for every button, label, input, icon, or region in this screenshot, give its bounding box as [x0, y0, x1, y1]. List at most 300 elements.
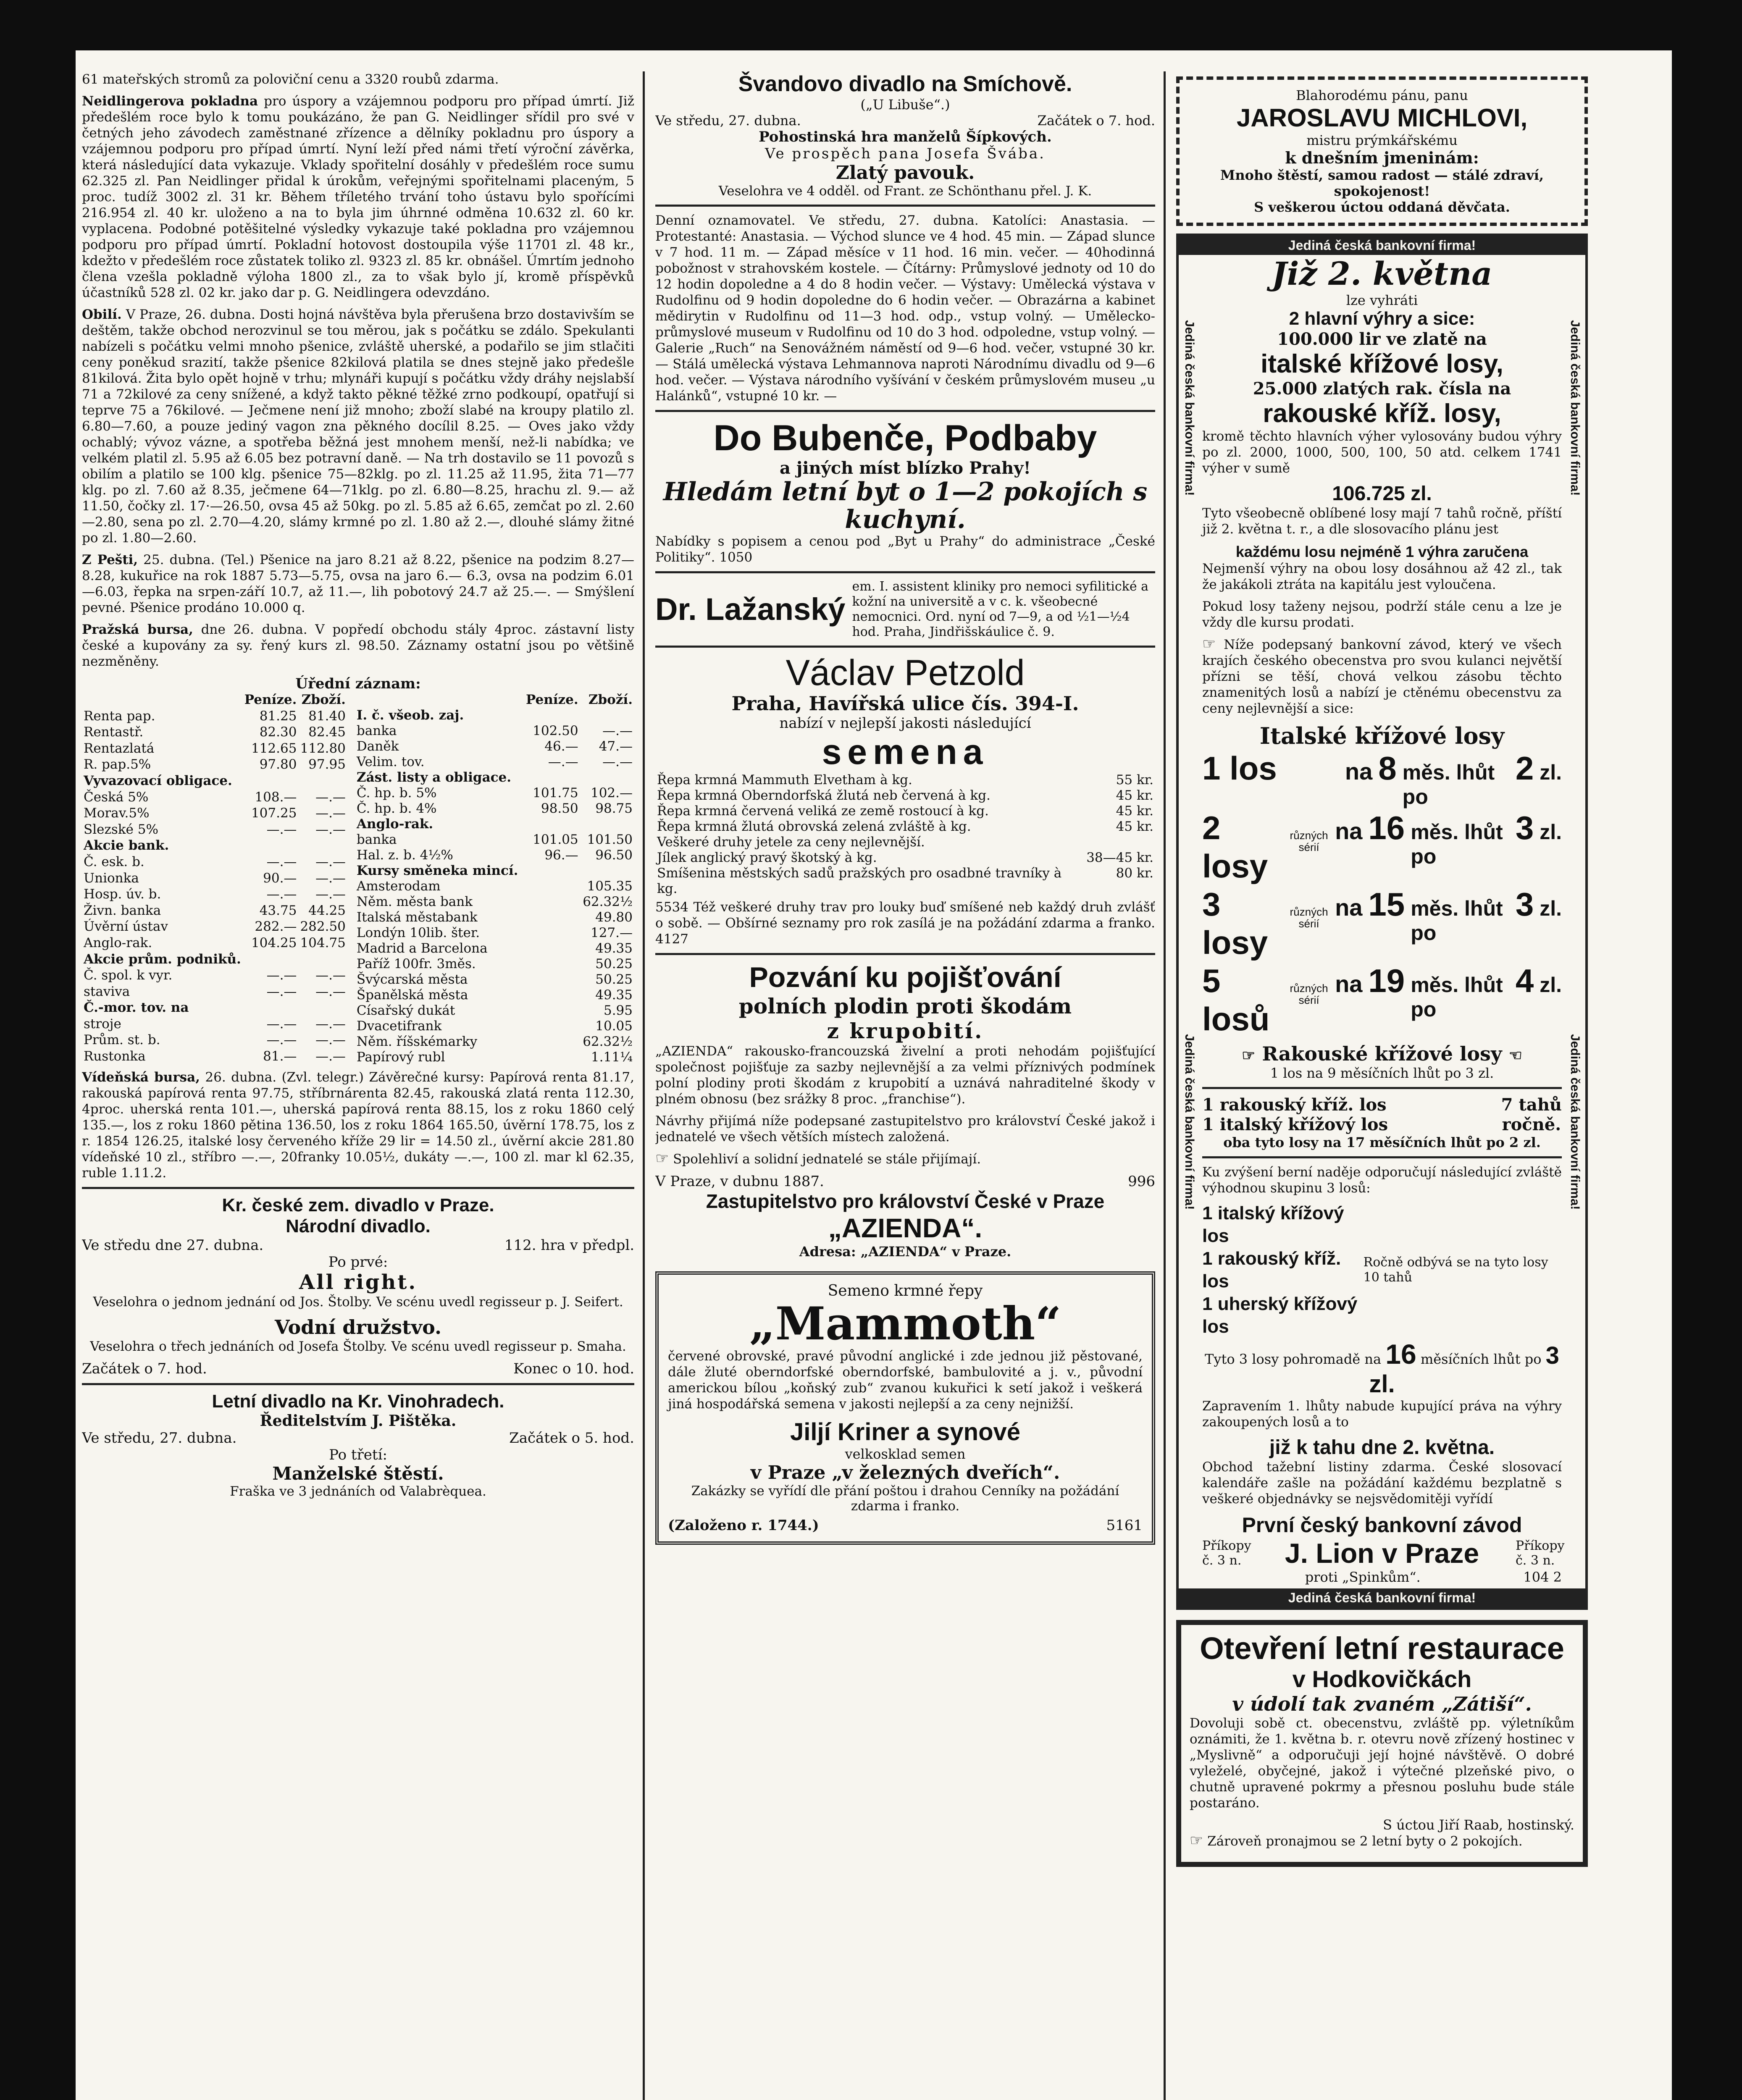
- table-cell: —.—: [266, 887, 297, 902]
- table-row: [355, 708, 634, 723]
- viden-article: [82, 1069, 634, 1181]
- table-cell: —.—: [315, 854, 346, 869]
- table-cell: 112.65: [251, 740, 297, 756]
- svandovo-title: Zlatý pavouk.: [836, 162, 975, 184]
- table-cell: —.—: [266, 854, 297, 869]
- insurance-addr: Adresa: „AZIENDA“ v Praze.: [799, 1244, 1012, 1260]
- lot-rows: [1202, 749, 1562, 1038]
- table-cell: 104.25: [251, 935, 297, 950]
- column-divider: [643, 71, 645, 2100]
- lotto-italian: italské křížové losy,: [1261, 349, 1503, 378]
- combo-pay-n: 16: [1385, 1339, 1416, 1370]
- bubenec-body: [655, 533, 1155, 565]
- insurance-body2: Návrhy přijímá níže podepsané zastupitelstvo pro království České jakož i jednatelé ve všech větších místech založená.: [655, 1113, 1155, 1144]
- combo-right: [1501, 1095, 1562, 1134]
- combo-right2: ročně.: [1502, 1115, 1561, 1134]
- lot-months-count: 19: [1368, 962, 1405, 999]
- table-cell: —.—: [602, 723, 633, 738]
- bursa-article: [82, 622, 634, 669]
- table-row: [355, 832, 634, 848]
- lotto-vertical-right-2: Jediná česká bankovní firma!: [1568, 1034, 1582, 1210]
- bursa-body: dne 26. dubna. V popředí obchodu stály 4proc. zástavní listy české a kupovány za sy. řený kurs zl. 98.50. Záznamy ostatní jsou po většině nezměněny.: [82, 622, 634, 669]
- seed-name: Řepa krmná Oberndorfská žlutá neb červená à kg.: [657, 788, 991, 803]
- table-cell: [243, 773, 299, 790]
- seed-row: [655, 772, 1155, 788]
- combo-los2: 1 rakouský kříž. los: [1202, 1248, 1341, 1292]
- table-cell: Anglo-rak.: [84, 935, 152, 950]
- mammoth-role: velkosklad semen: [845, 1446, 966, 1462]
- table-row: [355, 723, 634, 739]
- theatre2-dir: Ředitelstvím J. Pištěka.: [260, 1412, 457, 1430]
- mammoth-addr: v Praze „v železných dveřích“.: [750, 1462, 1060, 1483]
- column-divider: [1164, 71, 1166, 2100]
- table-cell: 82.30: [259, 724, 297, 740]
- lot-row: [1202, 885, 1562, 962]
- table-cell: Velim. tov.: [356, 754, 425, 769]
- svandovo-sub: („U Libuše“.): [860, 97, 950, 113]
- lot-quantity: 2 losy: [1202, 809, 1268, 885]
- table-cell: 282.—: [255, 919, 297, 934]
- seed-name: Řepa krmná žlutá obrovská zelená zvláště à kg.: [657, 819, 971, 834]
- table-cell: [523, 1003, 580, 1018]
- column-left: [82, 71, 634, 2100]
- lot-series: různých sérií: [1290, 906, 1328, 930]
- table-cell: 10.05: [595, 1018, 633, 1034]
- mammoth-num: 5161: [1106, 1517, 1143, 1534]
- table-row: [82, 871, 347, 887]
- lottery-ad: [1176, 234, 1588, 1610]
- theatre2-desc: Fraška ve 3 jednáních od Valabrèquea.: [230, 1484, 486, 1499]
- table-cell: 81.25: [259, 708, 297, 724]
- seed-price: [1085, 835, 1155, 850]
- table-row: [82, 935, 347, 952]
- table-cell: Č. hp. b. 4%: [356, 801, 437, 816]
- table-row: [355, 1050, 634, 1065]
- table-row: [82, 1049, 347, 1065]
- bank-row: [1202, 1537, 1565, 1569]
- table-cell: Paříž 100fr. 3měs.: [356, 956, 476, 971]
- greeting-name: JAROSLAVU MICHLOVI,: [1236, 104, 1528, 132]
- table-cell: 98.50: [541, 801, 578, 816]
- table-row: [355, 739, 634, 754]
- greeting-wish: Mnoho štěstí, samou radost — stálé zdraví, spokojenost!: [1220, 167, 1544, 199]
- table-row: [82, 806, 347, 822]
- lot-row: [1202, 749, 1562, 809]
- lot-months-label: měs. lhůt po: [1411, 897, 1503, 945]
- table-cell: 98.75: [595, 801, 633, 816]
- divider: [82, 1383, 634, 1385]
- table-cell: —.—: [548, 754, 578, 769]
- table-cell: banka: [356, 832, 397, 847]
- table-header-cell: Zboží.: [301, 692, 346, 707]
- lazansky-name: Dr. Lažanský: [655, 592, 846, 627]
- lotto-win: lze vyhráti: [1346, 292, 1418, 308]
- combo-pay-c: 3 zl.: [1369, 1342, 1559, 1398]
- theatre1-perf: 112. hra v předpl.: [504, 1237, 634, 1254]
- table-cell: [298, 838, 347, 854]
- table-row: [355, 816, 634, 832]
- table-row: [82, 790, 347, 806]
- table-header-row: [82, 692, 347, 709]
- lazansky-body: em. I. assistent kliniky pro nemoci syfilitické a kožní na universitě a v c. k. všeobecné nemocnici. Ord. nyní od 7—9, a od ½1—½4 hod. Praha, Jindřišskáulice č. 9.: [852, 579, 1149, 639]
- table-cell: 82.45: [308, 724, 346, 740]
- table-cell: 282.50: [300, 919, 346, 934]
- petzold-addr: Praha, Havířská ulice čís. 394-I.: [731, 692, 1079, 715]
- rest-extra: Zároveň pronajmou se 2 letní byty o 2 pokojích.: [1207, 1834, 1523, 1849]
- seed-name: Smíšenina městských sadů pražských pro osadbné travníky à kg.: [657, 866, 1062, 896]
- denni-oznamovatel: Denní oznamovatel. Ve středu, 27. dubna. Katolíci: Anastasia. — Protestanté: Anastasia. — Východ slunce ve 4 hod. 45 min. — Západ slunce v 7 hod. 11 m. — Západ měsíce v 11 hod. 16 min. večer. — 40hodinná pobožnost v strahovském kostele. — Čítárny: Průmyslové jednoty od 10 do 12 hodin dopoledne a 4 do 8 hodin večer. — Výstavy: Umělecká výstava v Rudolfinu od 9 hodin dopoledne do 6 hodin večer. — Obrazárna a kabinet mědirytin v Rudolfinu od 11—3 hod. odp., vstup volný. — Umělecko-průmyslové museum v Rudolfinu od 10 do 3 hod. odpoledne, vstup volný. — Galerie „Ruch“ na Senovážném náměstí od 9—6 hod. večer, vstupné 30 kr. — Stálá umělecká výstava Lehmannova naproti Národnímu divadlu od 9—6 hod. večer. — Výstava národního vyšívání v českém průmyslovém museu „u Halánků“, vstupné 10 kr. —: [655, 213, 1155, 404]
- table-cell: Španělská města: [356, 987, 468, 1003]
- theatre1-start: Začátek o 7. hod.: [82, 1360, 207, 1377]
- para-intro: 61 mateřských stromů za poloviční cenu a 3320 roubů zdarma.: [82, 72, 499, 87]
- neidlinger-article: [82, 93, 634, 301]
- svandovo-date: Ve středu, 27. dubna.: [655, 113, 801, 129]
- divider: [655, 953, 1155, 955]
- table-cell: Akcie bank.: [84, 838, 169, 853]
- table-row: [355, 1003, 634, 1018]
- table-cell: [523, 1018, 580, 1034]
- lotto-vertical-left: Jediná česká bankovní firma!: [1182, 320, 1196, 496]
- table-cell: 108.—: [255, 789, 297, 805]
- table-cell: 49.35: [595, 941, 633, 956]
- combo-pay: [1202, 1338, 1562, 1398]
- table-cell: 104.75: [300, 935, 346, 950]
- theatre1-desc2: Veselohra o třech jednáních od Josefa Štolby. Ve scénu uvedl regisseur p. Smaha.: [90, 1339, 626, 1354]
- table-cell: 102.—: [590, 785, 633, 801]
- lot-row: [1202, 962, 1562, 1038]
- table-cell: 90.—: [263, 870, 297, 886]
- table-cell: 107.25: [251, 806, 297, 821]
- rest-place: v Hodkovičkách: [1292, 1666, 1472, 1692]
- table-row: [82, 1016, 347, 1033]
- table-cell: 127.—: [590, 925, 633, 940]
- insurance-body: „AZIENDA“ rakousko-francouzská živelní a proti nehodám pojišťující společnost pojišťuje za sazby nejlevnější a za velmi příznivých podmínek polní plodiny proti škodám z krupobití a uznává nahraditelné škody v plném obnosu (bez srážky 8 proc. „franchise“).: [655, 1044, 1155, 1107]
- svandovo-play: Pohostinská hra manželů Šípkových.: [759, 129, 1052, 145]
- table-cell: [580, 863, 634, 879]
- lotto-head: Již 2. května: [1272, 255, 1492, 292]
- table-cell: [523, 708, 580, 723]
- table-cell: —.—: [266, 822, 297, 837]
- lot-prefix: na: [1335, 818, 1363, 844]
- table-cell: —.—: [315, 968, 346, 983]
- pointing-hand-icon: ☞: [655, 1150, 669, 1167]
- table-cell: Dvacetifrank: [356, 1018, 442, 1034]
- rest-extra-line: [1190, 1833, 1574, 1849]
- mammoth-footer: [668, 1517, 1143, 1534]
- table-cell: [523, 910, 580, 925]
- theatre1-dateline: [82, 1237, 634, 1254]
- table-cell: 81.—: [263, 1049, 297, 1064]
- table-cell: —.—: [315, 1032, 346, 1048]
- greeting-sign: S veškerou úctou oddaná děvčata.: [1254, 199, 1510, 215]
- seeds-num2: 4127: [655, 932, 688, 947]
- table-row: [355, 894, 634, 910]
- table-cell: staviva: [84, 984, 130, 999]
- pointing-hand-icon: ☞: [1202, 635, 1216, 653]
- seed-name: Řepa krmná Mammuth Elvetham à kg.: [657, 772, 912, 788]
- seed-row: [655, 788, 1155, 803]
- table-cell: Papírový rubl: [356, 1050, 445, 1065]
- neidlinger-head: Neidlingerova pokladna: [82, 94, 258, 109]
- table-cell: Morav.5%: [84, 806, 150, 821]
- mammoth-name: „Mammoth“: [749, 1297, 1061, 1350]
- table-row: [82, 822, 347, 838]
- table-row: [82, 757, 347, 773]
- table-cell: 101.50: [587, 832, 633, 847]
- table-cell: Č. esk. b.: [84, 854, 145, 869]
- lotto-body: kromě těchto hlavních výher vylosovány budou výhry po zl. 2000, 1000, 500, 100, 50 atd. celkem 1741 výher v sumě: [1202, 429, 1562, 476]
- seeds-table: [655, 772, 1155, 897]
- pointing-hand-icon: ☜: [1508, 1047, 1522, 1064]
- insurance-company: „AZIENDA“.: [828, 1213, 983, 1243]
- lot-quantity: 1 los: [1202, 750, 1277, 787]
- seed-name: Jílek anglický pravý škotský à kg.: [657, 850, 877, 865]
- table-row: [355, 879, 634, 894]
- table-cell: [523, 879, 580, 894]
- table-row: [82, 887, 347, 903]
- divider: [655, 646, 1155, 648]
- table-row: [355, 972, 634, 987]
- lotto-vertical-left-2: Jediná česká bankovní firma!: [1182, 1034, 1196, 1210]
- lotto-austrian-head-row: [1202, 1042, 1562, 1065]
- table-cell: Rentastř.: [84, 724, 144, 740]
- combo-body2: Zapravením 1. lhůty nabude kupující práva na výhry zakoupených losů a to: [1202, 1399, 1562, 1430]
- mammoth-body: červené obrovské, pravé původní anglické i zde jednou již pěstované, dále žluté oberndorfské oberndorfské, bambulovité a j. v., původní americkou bílou „koňský zub“ zvanou kukuřici k setí jakož i veškerá jiná hospodářská semena v jakosti nejlepší a za ceny nejnižší.: [668, 1349, 1143, 1412]
- combo-los-lines: [1202, 1202, 1358, 1338]
- bursa-head: Pražská bursa,: [82, 622, 193, 637]
- table-row: [82, 1000, 347, 1016]
- lotto-banner-bottom: Jediná česká bankovní firma!: [1179, 1588, 1585, 1607]
- table-cell: [523, 863, 580, 879]
- table-title: Úřední záznam:: [295, 675, 421, 692]
- table-row: [82, 919, 347, 935]
- table-cell: 101.05: [533, 832, 578, 847]
- combo-line2: 1 italský křížový los: [1202, 1115, 1388, 1134]
- theatre2-start: Začátek o 5. hod.: [509, 1430, 634, 1446]
- seeds-foot: [655, 899, 1155, 947]
- rest-sign: S úctou Jiří Raab, hostinský.: [1383, 1817, 1574, 1833]
- table-cell: Něm. říšskémarky: [356, 1034, 478, 1049]
- rest-head: Otevření letní restaurace: [1200, 1631, 1564, 1666]
- table-row: [355, 941, 634, 956]
- rates-table-right: [355, 692, 634, 1065]
- seeds-num1: 5534: [655, 900, 688, 915]
- mammoth-orders: Zakázky se vyřídí dle přání poštou i drahou Cenníky na požádání zdarma i franko.: [691, 1483, 1119, 1514]
- pointing-hand-icon: ☞: [1190, 1832, 1203, 1849]
- table-header-cell: Peníze.: [526, 692, 578, 707]
- combo-line3: oba tyto losy na 17 měsíčních lhůt po 2 zl.: [1223, 1134, 1541, 1150]
- table-cell: 1.11¼: [591, 1050, 633, 1065]
- seed-price: 45 kr.: [1116, 819, 1153, 834]
- table-cell: Kursy směneka mincí.: [356, 863, 518, 878]
- table-cell: 49.80: [595, 910, 633, 925]
- table-cell: R. pap.5%: [84, 757, 151, 772]
- table-cell: Daněk: [356, 739, 399, 754]
- insurance-head: Pozvání ku pojišťování: [749, 961, 1061, 993]
- theatre1-end: Konec o 10. hod.: [513, 1360, 634, 1377]
- table-row: [355, 754, 634, 770]
- table-row: [355, 770, 634, 785]
- insurance-dateline: [655, 1173, 1155, 1190]
- seed-name: Řepa krmná červená veliká ze země rostoucí à kg.: [657, 803, 989, 819]
- greeting-ad: [1176, 76, 1588, 226]
- lotto-banner-top: Jediná česká bankovní firma!: [1179, 236, 1585, 255]
- table-cell: Hal. z. b. 4½%: [356, 848, 453, 863]
- table-cell: [243, 1000, 299, 1016]
- lot-series: různých sérií: [1290, 982, 1328, 1006]
- table-row: [82, 854, 347, 871]
- table-cell: [298, 1000, 347, 1016]
- table-cell: [243, 952, 299, 968]
- table-cell: Renta pap.: [84, 708, 155, 724]
- pesti-body: 25. dubna. (Tel.) Pšenice na jaro 8.21 až 8.22, pšenice na podzim 8.27—8.28, kukuřice na rok 1887 5.73—5.75, ovsa na jaro 6.— 6.3, ovsa na podzim 6.01—6.03, řepka na srpen-září 10.7, až 11.—, lih pobotový 24.7 až 25.—. — Smýšlení pevné. Pšenice prodáno 10.000 q.: [82, 552, 634, 615]
- combo-lines: [1202, 1095, 1388, 1134]
- table-header-row: [355, 692, 634, 708]
- combo-big: již k tahu dne 2. května.: [1269, 1436, 1495, 1459]
- lotto-body5: [1202, 636, 1562, 717]
- table-cell: —.—: [315, 1049, 346, 1064]
- lot-price: 3: [1515, 886, 1534, 923]
- table-row: [355, 801, 634, 816]
- divider: [655, 205, 1155, 207]
- table-cell: Slezské 5%: [84, 822, 158, 837]
- theatre1-title: All right.: [299, 1270, 418, 1294]
- table-cell: Úvěrní ústav: [84, 919, 168, 934]
- theatre1-date: Ve středu dne 27. dubna.: [82, 1237, 264, 1254]
- combo-body3: Obchod tažební listiny zdarma. České slosovací kalendáře zašle na požádání každému bezplatně s veškeré objednávky se nejsvědomitěji vyřídí: [1202, 1460, 1562, 1507]
- divider: [1202, 1156, 1562, 1158]
- table-cell: Akcie prům. podniků.: [84, 951, 241, 967]
- table-cell: [523, 987, 580, 1003]
- table-cell: 105.35: [587, 879, 633, 894]
- petzold-name: Václav Petzold: [786, 653, 1025, 693]
- table-row: [355, 863, 634, 879]
- bubenec-big: Hledám letní byt o 1—2 pokojích s kuchyní.: [663, 477, 1148, 534]
- table-cell: [580, 708, 634, 723]
- seed-row: [655, 819, 1155, 835]
- table-cell: —.—: [266, 984, 297, 999]
- table-row: [82, 724, 347, 741]
- table-row: [82, 903, 347, 919]
- insurance-num: 996: [1128, 1173, 1155, 1190]
- svandovo-start: Začátek o 7. hod.: [1037, 113, 1155, 129]
- table-cell: 49.35: [595, 987, 633, 1003]
- table-cell: 47.—: [599, 739, 633, 754]
- seed-name: Veškeré druhy jetele za ceny nejlevnější.: [657, 835, 925, 850]
- lotto-body3: Nejmenší výhry na obou losy dosáhnou až 42 zl., tak že jakákoli ztráta na kapitálu jest vyloučena.: [1202, 561, 1562, 592]
- table-cell: 97.95: [308, 757, 346, 772]
- table-cell: [243, 838, 299, 854]
- table-row: [355, 785, 634, 801]
- table-row: [82, 968, 347, 984]
- table-cell: I. č. všeob. zaj.: [356, 708, 464, 723]
- seed-row: [655, 803, 1155, 819]
- table-cell: Londýn 10lib. šter.: [356, 925, 480, 940]
- table-cell: [523, 925, 580, 941]
- combo-los-block: [1202, 1202, 1562, 1338]
- theatre2-date: Ve středu, 27. dubna.: [82, 1430, 237, 1446]
- table-cell: [523, 972, 580, 987]
- lot-unit: zl.: [1540, 973, 1562, 997]
- table-cell: [298, 952, 347, 968]
- combo-pay-b: měsíčních lhůt po: [1420, 1351, 1542, 1367]
- theatre1-first: Po prvé:: [328, 1254, 388, 1270]
- table-cell: Č. hp. b. 5%: [356, 785, 437, 801]
- table-header-cell: [355, 692, 523, 708]
- greeting-to: Blahorodému pánu, panu: [1296, 87, 1468, 103]
- table-cell: Hosp. úv. b.: [84, 887, 161, 902]
- table-cell: [523, 816, 580, 832]
- table-cell: —.—: [315, 887, 346, 902]
- table-cell: 43.75: [259, 903, 297, 918]
- insurance-body3-text: Spolehliví a solidní jednatelé se stále přijímají.: [673, 1152, 981, 1167]
- table-cell: Italská městabank: [356, 910, 478, 925]
- table-row: [355, 956, 634, 972]
- combo-right1: 7 tahů: [1501, 1095, 1562, 1115]
- table-row: [355, 987, 634, 1003]
- seed-price: 45 kr.: [1116, 788, 1153, 803]
- bank-left: Příkopy č. 3 n.: [1202, 1538, 1251, 1568]
- divider: [655, 410, 1155, 412]
- table-cell: banka: [356, 723, 397, 738]
- lot-price: 3: [1515, 809, 1534, 846]
- table-cell: —.—: [315, 789, 346, 805]
- lot-price: 2: [1515, 750, 1534, 787]
- lotto-body4: Pokud losy taženy nejsou, podrží stále cenu a lze je vždy dle kursu prodati.: [1202, 599, 1562, 630]
- table-header-cell: Peníze.: [244, 692, 297, 707]
- theatre1-title2: Vodní družstvo.: [275, 1316, 441, 1339]
- table-row: [82, 741, 347, 757]
- lotto-body2: Tyto všeobecně oblíbené losy mají 7 tahů ročně, příští již 2. května t. r., a dle slosovacího plánu jest: [1202, 506, 1562, 537]
- table-cell: 96.50: [595, 848, 633, 863]
- seed-price: 80 kr.: [1116, 866, 1153, 881]
- lot-months-label: měs. lhůt po: [1411, 973, 1503, 1021]
- combo-pay-a: Tyto 3 losy pohromadě: [1205, 1351, 1361, 1367]
- table-cell: Madrid a Barcelona: [356, 941, 488, 956]
- table-cell: [580, 770, 634, 785]
- theatre2-dateline: [82, 1430, 634, 1446]
- bubenec-body-text: Nabídky s popisem a cenou pod „Byt u Prahy“ do administrace „České Politiky“.: [655, 534, 1155, 565]
- table-cell: —.—: [266, 1016, 297, 1032]
- table-cell: [523, 956, 580, 972]
- divider: [82, 1187, 634, 1189]
- lot-months-label: měs. lhůt po: [1411, 820, 1503, 868]
- table-cell: Č.-mor. tov. na: [84, 1000, 189, 1016]
- svandovo-benefit: Ve prospěch pana Josefa Švába.: [765, 145, 1046, 162]
- pesti-head: Z Pešti,: [82, 552, 138, 567]
- table-row: [355, 1018, 634, 1034]
- insurance-sub2: z krupobití.: [827, 1018, 984, 1043]
- table-cell: Č. spol. k vyr.: [84, 968, 173, 983]
- lot-unit: zl.: [1540, 820, 1562, 844]
- neidlinger-body: pro úspory a vzájemnou podporu pro případ úmrtí. Již předešlém roce bylo k tomu poukázáno, že pan G. Neidlinger sřídil pro své v četných jeho závodech zaměstnané zřízence a dělníky pokladnu pro úspory a vzájemnou podporu pro případ úmrtí. Nyní leží před námi třetí výroční závěrka, která následující data vykazuje. Vklady spořitelní dosáhly v předešlém roce sumu 62.325 zl. Pan Neidlinger přidal k úrokům, veřejnými spořitelnami placeným, 5 proc. tudíž 3002 zl. 31 kr. Během tříletého trvání toho ústavu bylo spořícími 216.954 zl. 40 kr. uloženo a na to byla jim úhrnné odměna 10.632 zl. 60 kr. vyplacena. Podobné potěšitelné výsledky vykazuje také pokladna pro vzájemnou podporu pro případ úmrtí. Pokladní hotovost dostoupila výše 11701 zl. 48 kr., kdežto v předešlém roce zůstatek toliko zl. 9323 zl. 85 kr. obnášel. Úmrtím jednoho člena vzešla pokladně výloha 1800 zl., za to však bylo jí, kromě příspěvků účastníků 528 zl. 02 kr. jako dar p. G. Neidlingera odevzdáno.: [82, 94, 634, 300]
- table-cell: —.—: [315, 806, 346, 821]
- table-cell: Švýcarská města: [356, 972, 468, 987]
- table-cell: 50.25: [595, 956, 633, 971]
- obili-head: Obilí.: [82, 307, 122, 322]
- table-row: [355, 848, 634, 863]
- restaurant-ad: [1176, 1620, 1588, 1867]
- table-cell: 112.80: [300, 740, 346, 756]
- table-header-cell: Zboží.: [588, 692, 633, 707]
- table-cell: Zást. listy a obligace.: [356, 770, 512, 785]
- table-row: [355, 925, 634, 941]
- lotto-amount: 100.000 lir ve zlatě na: [1277, 329, 1487, 349]
- table-cell: Amsterodam: [356, 879, 441, 894]
- table-cell: Živn. banka: [84, 903, 161, 918]
- column-right: [1176, 71, 1588, 2100]
- mammoth-firm: Jiljí Kriner a synové: [790, 1418, 1021, 1446]
